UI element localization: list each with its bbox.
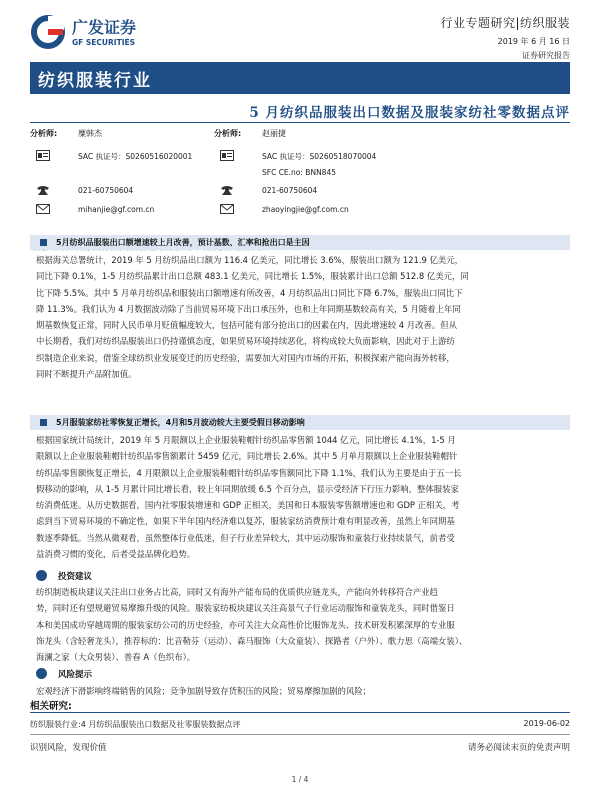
risk-title: 风险提示 bbox=[58, 670, 93, 680]
analyst-email[interactable]: mihanjie@gf.com.cn bbox=[78, 205, 155, 214]
paragraph-line: 数逐季降低。当然从微观看，虽然整体行业低迷，但子行业差异较大，其中运动服饰和童装行业持续景气，前者受 bbox=[36, 532, 455, 543]
paragraph-line: 比下降 5.5%。其中 5 月单月纺织品和服装出口额增速有所改善，4 月纺织品出口同比下降 6.7%，服装出口同比下 bbox=[36, 287, 463, 298]
email-icon bbox=[220, 204, 234, 217]
invest-title: 投资建议 bbox=[58, 572, 93, 582]
analyst-name: 糜韩杰 bbox=[78, 129, 102, 138]
paragraph-line: 期基数恢复正常，同时人民币单月贬值幅度较大，包括可能有部分抢出口的因素在内，因此增速较 4 月改善。但从 bbox=[36, 320, 458, 330]
analyst-card-2 bbox=[214, 128, 434, 240]
banner-title: 纺织服装行业 bbox=[38, 71, 152, 91]
paragraph-line: 益消费习惯的变化，后者受益品牌化趋势。 bbox=[36, 548, 196, 559]
paragraph-line: 中长期看，我们对纺织品服装出口仍持谨慎态度，如果贸易环境持续恶化，将构成较大负面影响，因此对于上游纺 bbox=[36, 336, 455, 347]
section-2-heading bbox=[30, 415, 570, 430]
analyst-phone: 021-60750604 bbox=[262, 186, 318, 195]
report-date: 2019 年 6 月 16 日 bbox=[497, 37, 570, 46]
brand-en: GF SECURITIES bbox=[72, 38, 136, 47]
report-type: 行业专题研究|纺织服装 bbox=[440, 16, 570, 30]
id-card-icon bbox=[220, 150, 234, 163]
paragraph-line: 降 11.3%。我们认为 4 月数据波动除了当前贸易环境下出口承压外，也和上年同期基数较高有关，5 月随着上年同 bbox=[36, 303, 461, 314]
analyst-role: 分析师: bbox=[30, 129, 58, 138]
phone-icon bbox=[220, 185, 234, 198]
paragraph-line: 假移动的影响，从 1-5 月累计同比增长看，较上年同期放缓 6.5 个百分点，显示受经济下行压力影响，整体服装家 bbox=[36, 483, 459, 494]
footer-disclaimer: 请务必阅读末页的免责声明 bbox=[467, 743, 570, 753]
gf-securities-logo bbox=[30, 12, 165, 52]
footer-slogan: 识别风险，发现价值 bbox=[30, 743, 107, 753]
paragraph-line: 同时不断提升产品附加值。 bbox=[36, 368, 137, 379]
section-1-body bbox=[36, 252, 568, 382]
related-report-date: 2019-06-02 bbox=[523, 719, 570, 728]
email-icon bbox=[36, 204, 50, 217]
analyst-phone: 021-60750604 bbox=[78, 186, 134, 195]
section-2-body bbox=[36, 432, 568, 562]
paragraph-line: 海澜之家（大众男装）、普春 A（色织布）。 bbox=[36, 652, 196, 662]
paragraph-line: 虑到当下贸易环境的不确定性，如果下半年国内经济难以复苏，服装家纺消费预计难有明显改善，虽然上年同期基 bbox=[36, 516, 455, 527]
analyst-sac: SAC 执证号：S0260518070004 bbox=[262, 152, 377, 161]
paragraph-line: 纺织制造板块建议关注出口业务占比高，同时又有海外产能布局的优质供应链龙头，产能向外转移符合产业趋 bbox=[36, 587, 438, 597]
related-research-title: 相关研究: bbox=[30, 701, 72, 712]
related-report-link[interactable]: 纺织服装行业:4 月纺织品服装出口数据及社零服装数据点评 bbox=[30, 720, 241, 729]
analyst-email[interactable]: zhaoyingjie@gf.com.cn bbox=[262, 205, 349, 214]
analyst-sfc: SFC CE.no: BNN845 bbox=[262, 168, 336, 177]
paragraph-line: 宏观经济下滑影响终端销售的风险；竞争加剧导致存货积压的风险；贸易摩擦加剧的风险； bbox=[36, 686, 371, 696]
invest-body bbox=[36, 584, 568, 665]
paragraph-line: 同比下降 0.1%，1-5 月纺织品累计出口总额 483.1 亿美元，同比增长 1.5%，服装累计出口总额 512.8 亿美元，同 bbox=[36, 271, 469, 282]
section-2-title: 5月服装家纺社零恢复正增长，4月和5月波动较大主要受假日移动影响 bbox=[56, 418, 305, 427]
bullet-circle-icon bbox=[36, 668, 47, 679]
analyst-name: 赵丽捷 bbox=[262, 129, 286, 138]
paragraph-line: 根据国家统计局统计，2019 年 5 月限额以上企业服装鞋帽针纺织品零售额 1044 亿元，同比增长 4.1%，1-5 月 bbox=[36, 435, 456, 445]
bullet-square-icon bbox=[40, 419, 47, 426]
report-kind: 证券研究报告 bbox=[522, 51, 570, 60]
paragraph-line: 饰龙头（含轻奢龙头），推荐标的：比音勒芬（运动）、森马服饰（大众童装）、探路者（户外）、歌力思（高端女装）、 bbox=[36, 635, 468, 646]
phone-icon bbox=[36, 185, 50, 198]
title-divider bbox=[30, 122, 570, 123]
paragraph-line: 限额以上企业服装鞋帽针纺织品零售额累计 5459 亿元，同比增长 2.6%。其中 5 月单月限额以上企业服装鞋帽针 bbox=[36, 451, 458, 462]
paragraph-line: 本和美国成功穿越周期的服装家纺公司的历史经验，亦可关注大众高性价比服饰龙头、技术研发积累深厚的专业服 bbox=[36, 619, 455, 630]
id-card-icon bbox=[36, 150, 50, 163]
header-meta bbox=[440, 14, 570, 61]
bullet-square-icon bbox=[40, 239, 47, 246]
report-title: 5 月纺织品服装出口数据及服装家纺社零数据点评 bbox=[249, 105, 570, 121]
section-1-heading bbox=[30, 235, 570, 250]
related-divider bbox=[30, 712, 570, 713]
logo-mark-icon bbox=[30, 12, 165, 52]
risk-body bbox=[36, 683, 568, 699]
paragraph-line: 根据海关总署统计，2019 年 5 月纺织品出口额为 116.4 亿美元，同比增长 3.6%，服装出口额为 121.9 亿美元， bbox=[36, 255, 464, 265]
analyst-role: 分析师: bbox=[214, 129, 242, 138]
paragraph-line: 织制造企业来说，借鉴全球纺织业发展变迁的历史经验，需要加大对国内市场的开拓，积极探索产能向海外转移， bbox=[36, 352, 455, 363]
section-1-title: 5月纺织品服装出口额增速较上月改善，预计基数、汇率和抢出口是主因 bbox=[56, 238, 310, 247]
paragraph-line: 纺消费低迷。从历史数据看，国内社零服装增速和 GDP 正相关，美国和日本服装零售额增速也和 GDP 正相关，考 bbox=[36, 500, 460, 510]
industry-banner bbox=[30, 62, 570, 94]
page-number: 1 / 4 bbox=[291, 775, 309, 784]
analyst-sac: SAC 执证号：S0260516020001 bbox=[78, 152, 193, 161]
brand-cn: 广发证券 bbox=[72, 18, 137, 37]
bullet-circle-icon bbox=[36, 570, 47, 581]
footer-divider bbox=[30, 734, 570, 735]
paragraph-line: 纺织品零售额恢复正增长，4 月限额以上企业服装鞋帽针纺织品零售额同比下降 1.1%，我们认为主要是由于五一长 bbox=[36, 467, 462, 478]
paragraph-line: 势，同时还有望规避贸易摩擦升级的风险。服装家纺板块建议关注高景气子行业运动服饰和童装龙头，同时借鉴日 bbox=[36, 603, 455, 614]
